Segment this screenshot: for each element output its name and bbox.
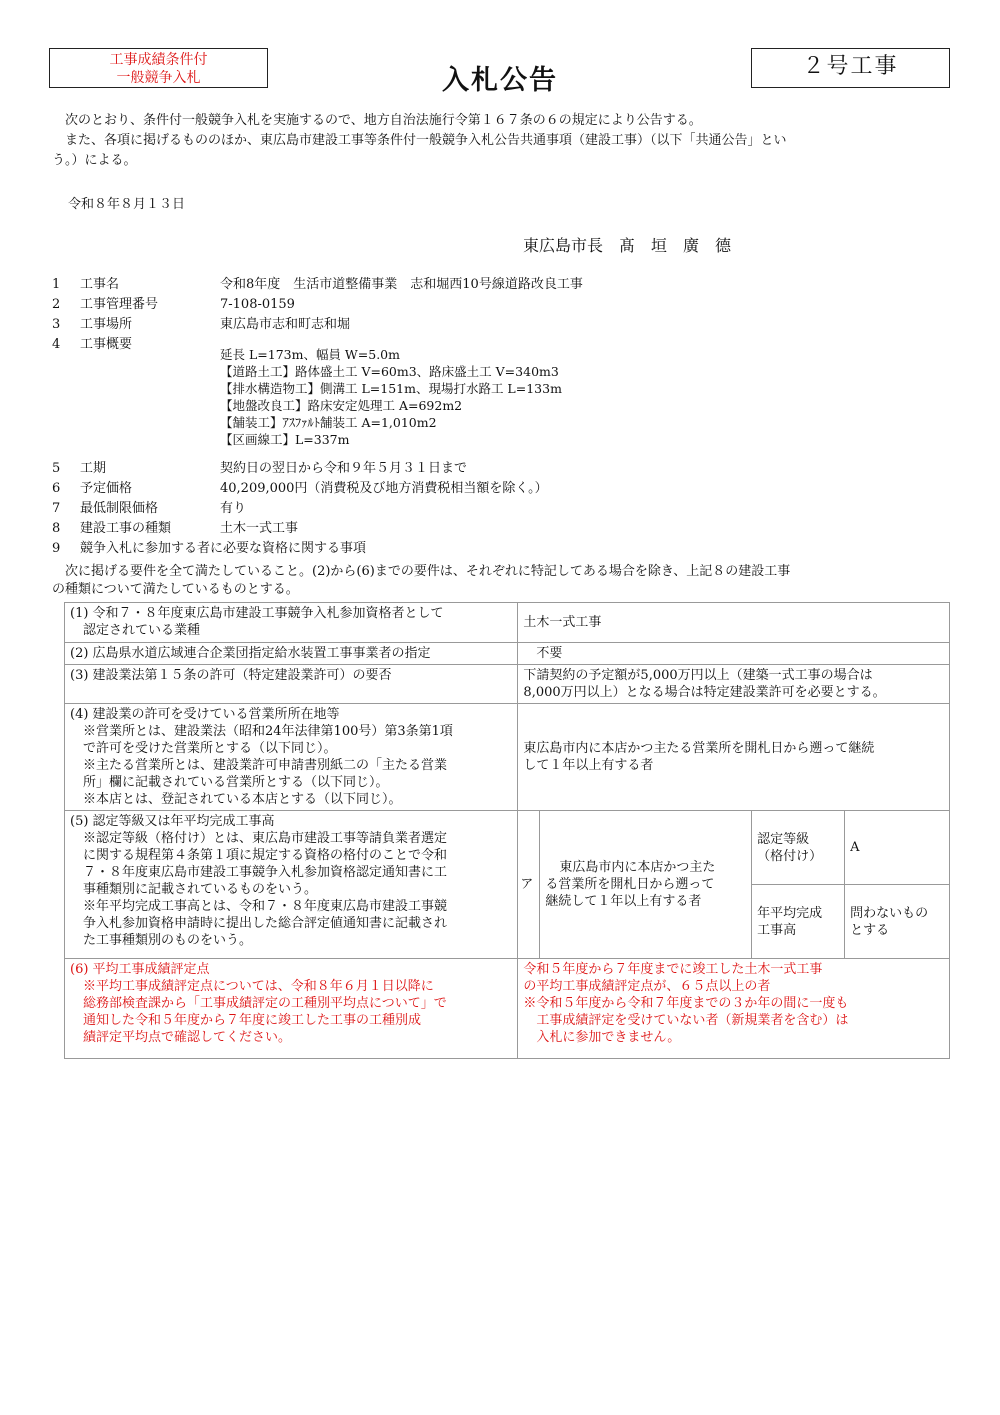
req-text: (1) 令和７・８年度東広島市建設工事競争入札参加資格者として	[70, 606, 444, 621]
req-text: ※平均工事成績評定点については、令和８年６月１日以降に	[70, 979, 434, 994]
item-number: 2	[52, 297, 61, 312]
overview-line: 【区画線工】L=337m	[220, 432, 350, 447]
req-4-right	[518, 704, 950, 811]
req-5-mark: ア	[518, 811, 540, 959]
req-5-condition	[540, 811, 752, 959]
intro-line-3: う。）による。	[52, 153, 137, 168]
req-4-left	[65, 704, 518, 811]
req-text: ※令和５年度から令和７年度までの３か年の間に一度も	[523, 996, 849, 1011]
qual-intro-line-2: の種類について満たしているものとする。	[52, 582, 299, 597]
req-text: 争入札参加資格申請時に提出した総合評定値通知書に記載され	[70, 916, 448, 931]
req-5-grade-value: A	[845, 811, 950, 885]
req-2-right: 不要	[518, 643, 950, 665]
project-number-box: ２号工事	[751, 48, 950, 88]
notice-date: 令和８年８月１３日	[68, 197, 186, 212]
req-text: 年平均完成	[757, 905, 823, 921]
req-1-right: 土木一式工事	[518, 603, 950, 643]
item-list-top	[52, 275, 952, 355]
item-number: 3	[52, 317, 61, 332]
item-number: 8	[52, 521, 61, 536]
req-text: 令和５年度から７年度までに竣工した土木一式工事	[523, 962, 823, 977]
req-5-grade-label	[752, 811, 845, 885]
req-text: して１年以上有する者	[523, 758, 654, 773]
overview-line: 【道路土工】路体盛土工 V=60m3、路床盛土工 V=340m3	[220, 364, 559, 379]
table-row	[65, 665, 950, 704]
req-text: 継続して１年以上有する者	[545, 894, 702, 909]
req-text: 績評定平均点で確認してください。	[70, 1030, 292, 1045]
table-row	[65, 959, 950, 1059]
req-text: 事種類別に記載されているものをいう。	[70, 882, 318, 897]
condition-line-1: 工事成績条件付	[109, 52, 208, 68]
req-text: 所」欄に記載されている営業所とする（以下同じ）。	[70, 775, 389, 790]
item-label: 工事管理番号	[80, 297, 159, 312]
req-text: ７・８年度東広島市建設工事競争入札参加資格認定通知書に工	[70, 865, 448, 880]
req-1-left	[65, 603, 518, 643]
req-text: ※営業所とは、建設業法（昭和24年法律第100号）第3条第1項	[70, 724, 453, 739]
item-number: 7	[52, 501, 61, 516]
req-text: 入札に参加できません。	[523, 1030, 681, 1045]
req-5-avg-label	[752, 885, 845, 959]
intro-line-1: 次のとおり、条件付一般競争入札を実施するので、地方自治法施行令第１６７条の６の規定により公告する。	[52, 113, 702, 128]
req-text: の平均工事成績評定点が、６５点以上の者	[523, 979, 771, 994]
intro-line-2: また、各項に掲げるもののほか、東広島市建設工事等条件付一般競争入札公告共通事項（建設工事）（以下「共通公告」とい	[52, 133, 787, 148]
item-value: 令和8年度 生活市道整備事業 志和堀西10号線道路改良工事	[220, 277, 583, 292]
req-5-left	[65, 811, 518, 959]
req-text: 工事成績評定を受けていない者（新規業者を含む）は	[523, 1013, 849, 1028]
req-3-left: (3) 建設業法第１５条の許可（特定建設業許可）の要否	[65, 665, 518, 704]
condition-line-2: 一般競争入札	[116, 70, 201, 86]
item-row	[52, 539, 952, 559]
item-row	[52, 479, 952, 499]
item-label: 工事名	[80, 277, 120, 292]
item-label: 建設工事の種類	[80, 521, 172, 536]
item-value: 7-108-0159	[220, 297, 295, 312]
req-text: ※本店とは、登記されている本店とする（以下同じ）。	[70, 792, 402, 807]
req-3-right	[518, 665, 950, 704]
req-6-right	[518, 959, 950, 1059]
req-text: （格付け）	[757, 848, 823, 864]
item-number: 6	[52, 481, 61, 496]
item-label: 予定価格	[80, 481, 133, 496]
issuer-name: 東広島市長 髙 垣 廣 德	[523, 236, 732, 255]
item-value: 有り	[220, 501, 247, 516]
qualification-intro	[52, 563, 948, 599]
item-label: 競争入札に参加する者に必要な資格に関する事項	[80, 541, 367, 556]
item-row	[52, 295, 952, 315]
req-text: ※主たる営業所とは、建設業許可申請書別紙二の「主たる営業	[70, 758, 448, 773]
item-label: 工事場所	[80, 317, 133, 332]
req-text: で許可を受けた営業所とする（以下同じ）。	[70, 741, 337, 756]
req-text: とする	[850, 922, 890, 938]
item-number: 5	[52, 461, 61, 476]
req-text: 問わないもの	[850, 905, 929, 921]
item-number: 1	[52, 277, 61, 292]
table-row	[65, 811, 950, 885]
item-value: 契約日の翌日から令和９年５月３１日まで	[220, 461, 468, 476]
req-text: る営業所を開札日から遡って	[545, 877, 715, 892]
item-row	[52, 499, 952, 519]
qual-intro-line-1: 次に掲げる要件を全て満たしていること。(2)から(6)までの要件は、それぞれに特記してある場合を除き、上記８の建設工事	[52, 564, 791, 579]
item-row	[52, 459, 952, 479]
item-number: 4	[52, 337, 61, 352]
req-text: 通知した令和５年度から７年度に竣工した工事の工種別成	[70, 1013, 422, 1028]
item-value: 40,209,000円（消費税及び地方消費税相当額を除く。）	[220, 481, 548, 496]
req-text: 総務部検査課から「工事成績評定の工種別平均点について」で	[70, 996, 447, 1011]
intro-text	[52, 111, 948, 171]
req-text: 東広島市内に本店かつ主たる営業所を開札日から遡って継続	[523, 741, 875, 756]
req-text: (6) 平均工事成績評定点	[70, 962, 210, 977]
condition-box	[49, 48, 268, 88]
item-label: 最低制限価格	[80, 501, 159, 516]
req-text: 8,000万円以上）となる場合は特定建設業許可を必要とする。	[523, 685, 886, 700]
overview-line: 延長 L=173m、幅員 W=5.0m	[220, 347, 400, 362]
item-row	[52, 519, 952, 539]
req-6-left	[65, 959, 518, 1059]
req-text: (5) 認定等級又は年平均完成工事高	[70, 814, 275, 829]
table-row	[65, 603, 950, 643]
requirements-table	[64, 602, 950, 1059]
req-2-left: (2) 広島県水道広域連合企業団指定給水装置工事事業者の指定	[65, 643, 518, 665]
req-text: ※認定等級（格付け）とは、東広島市建設工事等請負業者選定	[70, 831, 448, 846]
req-text: 東広島市内に本店かつ主た	[559, 860, 716, 875]
req-text: た工事種類別のものをいう。	[70, 933, 253, 948]
item-list-bottom	[52, 459, 952, 559]
overview-line: 【排水構造物工】側溝工 L=151m、現場打水路工 L=133m	[220, 381, 562, 396]
overview-line: 【舗装工】ｱｽﾌｧﾙﾄ舗装工 A=1,010m2	[220, 415, 437, 430]
req-text: 認定等級	[757, 831, 810, 847]
overview-line: 【地盤改良工】路床安定処理工 A=692m2	[220, 398, 463, 413]
project-overview	[220, 346, 562, 448]
req-text: 認定されている業種	[70, 623, 201, 638]
item-value: 東広島市志和町志和堀	[220, 317, 351, 332]
req-text: (4) 建設業の許可を受けている営業所所在地等	[70, 707, 340, 722]
item-label: 工事概要	[80, 337, 133, 352]
page-title: 入札公告	[442, 65, 558, 96]
req-5-avg-value	[845, 885, 950, 959]
item-label: 工期	[80, 461, 107, 476]
item-number: 9	[52, 541, 61, 556]
req-text: 工事高	[757, 922, 797, 938]
req-text: 下請契約の予定額が5,000万円以上（建築一式工事の場合は	[523, 668, 873, 683]
req-text: に関する規程第４条第１項に規定する資格の格付のことで令和	[70, 848, 448, 863]
table-row	[65, 704, 950, 811]
item-value: 土木一式工事	[220, 521, 299, 536]
item-row	[52, 275, 952, 295]
table-row	[65, 643, 950, 665]
item-row	[52, 315, 952, 335]
req-text: ※年平均完成工事高とは、令和７・８年度東広島市建設工事競	[70, 899, 448, 914]
